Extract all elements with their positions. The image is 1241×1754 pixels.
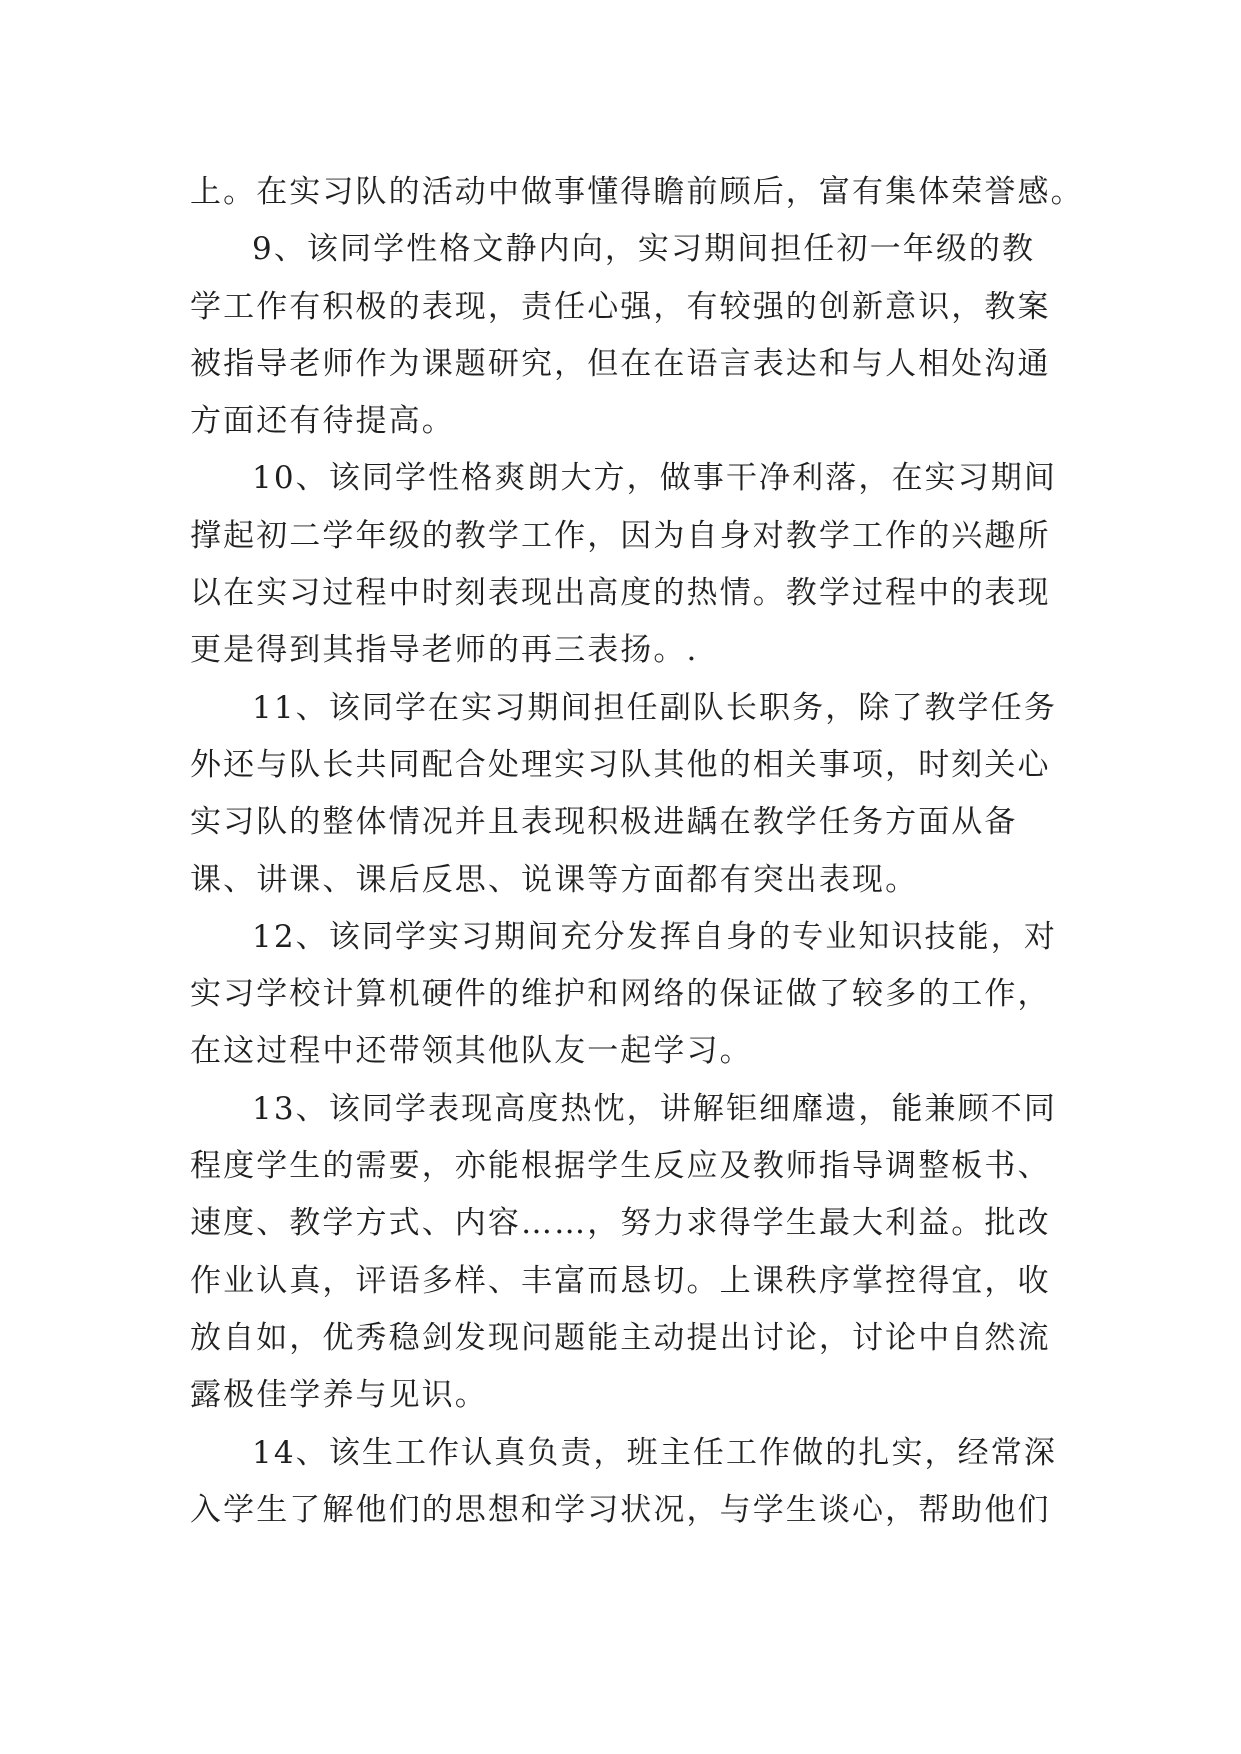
paragraph-11-line: 11、该同学在实习期间担任副队长职务，除了教学任务 [252,689,1057,726]
paragraph-9-line: 9、该同学性格文静内向，实习期间担任初一年级的教 [252,231,1036,268]
text-line: 被指导老师作为课题研究，但在在语言表达和与人相处沟通 [190,345,1051,382]
text-line: 速度、教学方式、内容……，努力求得学生最大利益。批改 [190,1205,1051,1242]
text-line: 外还与队长共同配合处理实习队其他的相关事项，时刻关心 [190,746,1051,783]
text-line: 入学生了解他们的思想和学习状况，与学生谈心，帮助他们 [190,1491,1051,1528]
paragraph-14-line: 14、该生工作认真负责，班主任工作做的扎实，经常深 [252,1434,1057,1471]
document-body [190,164,1084,1539]
text-line: 方面还有待提高。 [190,403,455,440]
text-line: 上。在实习队的活动中做事懂得瞻前顾后，富有集体荣誉感。 [190,174,1084,210]
text-line: 学工作有积极的表现，责任心强，有较强的创新意识，教案 [190,288,1051,325]
text-line: 在这过程中还带领其他队友一起学习。 [190,1033,753,1070]
text-line: 作业认真，评语多样、丰富而恳切。上课秩序掌控得宜，收 [190,1262,1051,1299]
paragraph-13-line: 13、该同学表现高度热忱，讲解钜细靡遗，能兼顾不同 [252,1090,1057,1127]
text-line: 实习队的整体情况并且表现积极进龋在教学任务方面从备 [190,804,1018,841]
text-line: 课、讲课、课后反思、说课等方面都有突出表现。 [190,861,919,898]
text-line: 放自如，优秀稳剑发现问题能主动提出讨论，讨论中自然流 [190,1319,1051,1356]
paragraph-10-line: 10、该同学性格爽朗大方，做事干净利落，在实习期间 [252,460,1057,497]
text-line: 实习学校计算机硬件的维护和网络的保证做了较多的工作， [190,976,1051,1013]
text-line: 程度学生的需要，亦能根据学生反应及教师指导调整板书、 [190,1148,1051,1185]
text-line: 露极佳学养与见识。 [190,1377,488,1414]
text-line: 以在实习过程中时刻表现出高度的热情。教学过程中的表现 [190,575,1051,612]
paragraph-12-line: 12、该同学实习期间充分发挥自身的专业知识技能，对 [252,918,1057,955]
text-line: 撑起初二学年级的教学工作，因为自身对教学工作的兴趣所 [190,517,1051,554]
text-line: 更是得到其指导老师的再三表扬。. [190,632,699,669]
